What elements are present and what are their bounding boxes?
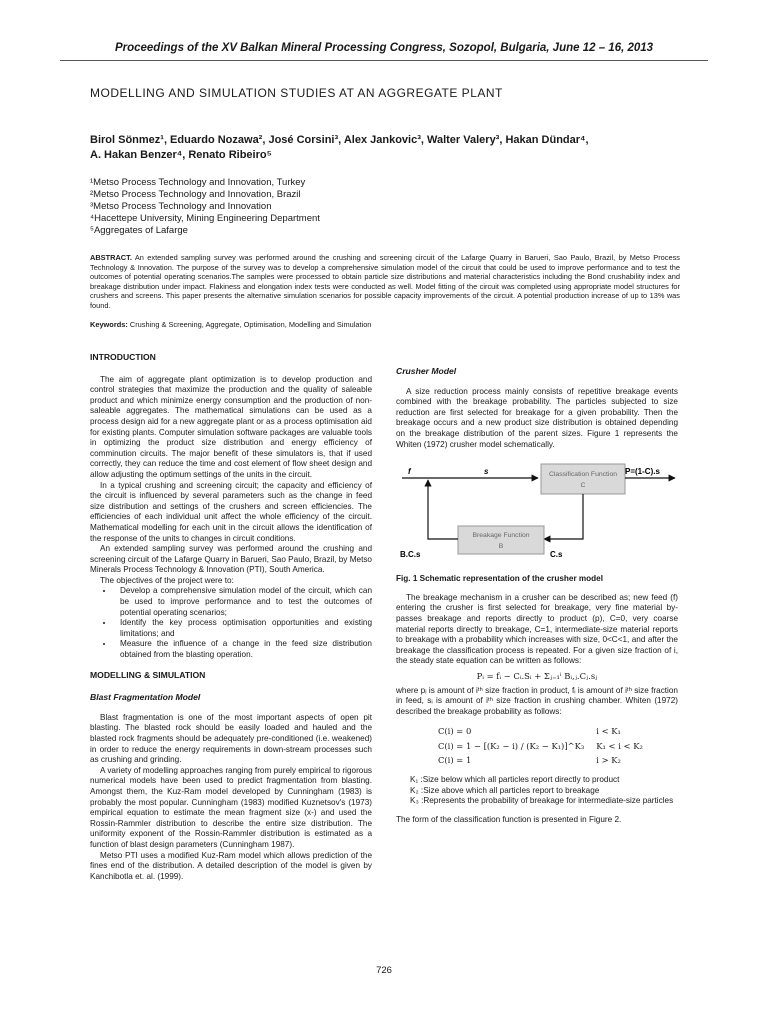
classification-label: Classification Function — [549, 471, 617, 479]
affiliation-list — [90, 177, 680, 237]
abstract-label: ABSTRACT. — [90, 253, 132, 262]
equation-row — [438, 754, 653, 767]
abstract-text: An extended sampling survey was performed around the crushing and screening circuit of the Lafarge Quarry in Barueri, Sao Paulo, Brazil, by Metso Process Technology & Innovation. The purpose of the survey was to develop a comprehensive simulation model of the circuit that could be used to improve performance and to test the outcomes of potential operating scenarios.The samples were processed to obtain particle size distributions and material characteristics including the Bond crushability index and breakage distribution under impact. Flakiness and elongation index tests were conducted as well. Model fitting of the circuit was completed using appropriate model structures for crushers and screens. This paper presents the alternative simulation scenarios for possible capacity improvements of the circuit. A potential production increase of up to 13% was found. — [90, 253, 680, 310]
paragraph: The objectives of the project were to: — [100, 575, 234, 585]
affiliation: ¹Metso Process Technology and Innovation, Turkey — [90, 177, 306, 188]
section-heading-introduction: INTRODUCTION — [90, 352, 156, 362]
list-item: • Measure the influence of a change in the feed size distribution obtained from the blasting operation. — [114, 639, 372, 660]
equation-condition: i < K₁ — [596, 726, 621, 737]
equation-row — [438, 740, 653, 753]
parameter-definition: K₃ :Represents the probability of breakage for intermediate-size particles — [410, 796, 674, 806]
paragraph: The form of the classification function is presented in Figure 2. — [396, 814, 622, 824]
classification-symbol: C — [580, 482, 586, 490]
paragraph: where pᵢ is amount of iᵗʰ size fraction in product, fᵢ is amount of iᵗʰ size fraction in feed, sᵢ is amount of iᵗʰ size fraction in crushing chamber. Whiten (1972) described the breakage probability as follows: — [396, 685, 678, 716]
label-cs: C.s — [550, 550, 563, 560]
affiliation: ⁴Hacettepe University, Mining Engineering Department — [90, 213, 320, 224]
breakage-probability-equations — [436, 723, 655, 769]
equation-lhs: C(i) = 1 — [438, 755, 472, 766]
paragraph: The aim of aggregate plant optimization is to develop production and control strategies that maximize the production and the quality of saleable product and which minimize energy consumption and the production of non-saleable aggregates. The mathematical simulations can be used as a process design aid for a new aggregate plant or as a process optimisation aid for existing plants. Computer simulation software packages are valuable tools in optimizing the product size distribution and energy efficiency of comminution circuits. The major benefit of these simulators is, that if used correctly, they can reduce the time and cost element of flow sheet design and allow adjusting the optimum settings of the units in the circuit. — [90, 374, 372, 479]
parameter-definitions — [410, 775, 678, 807]
right-column — [396, 366, 678, 825]
paragraph: The breakage mechanism in a crusher can be described as; new feed (f) entering the crusher is first selected for breakage, very fine material by-passes breakage and reports directly to product (p), C=0, very coarse material reports directly to breakage, C=1, intermediate-size material reports to breakage with a probability which increases with size, 0<C<1, and after the breakage the classification process is repeated. For a given size fraction of i, the steady state equation can be written as follows: — [396, 592, 678, 666]
paragraph: A size reduction process mainly consists of repetitive breakage events combined with the breakage probability. The particles subjected to size reduction are first selected for breakage for a given probability. Then the breakage occurs and a new product size distribution is obtained depending on the breakage distribution of the parent sizes. Figure 1 represents the Whiten (1972) crusher model schematically. — [396, 386, 678, 449]
paragraph: Blast fragmentation is one of the most important aspects of open pit blasting. The blasted rock should be easily loaded and hauled and the blasted rock fragments should be adequately pre-conditioned (i.e. weakened) in order to reduce the energy requirements in down-stream processes such as crushing and grinding. — [90, 712, 372, 765]
section-heading-modelling: MODELLING & SIMULATION — [90, 669, 206, 680]
equation-lhs: C(i) = 1 − [(K₂ − i) / (K₂ − K₁)]^K₃ — [438, 740, 585, 751]
label-bcs: B.C.s — [400, 550, 421, 560]
proceedings-header: Proceedings of the XV Balkan Mineral Processing Congress, Sozopol, Bulgaria, June 12 – 16, 2013 — [60, 42, 708, 61]
affiliation: ³Metso Process Technology and Innovation — [90, 201, 272, 212]
recycle-arrow — [428, 480, 458, 539]
figure-caption: Fig. 1 Schematic representation of the crusher model — [396, 574, 604, 584]
authors-line-2: A. Hakan Benzer⁴, Renato Ribeiro⁵ — [90, 149, 272, 161]
breakage-label: Breakage Function — [472, 532, 530, 540]
selected-arrow — [544, 494, 583, 539]
subsection-heading-crusher: Crusher Model — [396, 366, 457, 376]
parameter-definition: K₂ :Size above which all particles report to breakage — [410, 785, 600, 795]
keywords-label: Keywords: — [90, 320, 128, 329]
steady-state-equation: Pᵢ = fᵢ − Cᵢ.Sᵢ + Σⱼ₌₁ⁱ Bᵢ,ⱼ.Cⱼ.sⱼ — [476, 670, 598, 681]
parameter-definition: K₁ :Size below which all particles report directly to product — [410, 775, 620, 785]
paragraph: Metso PTI uses a modified Kuz-Ram model which allows prediction of the fines end of the distribution. A detailed description of the model is given by Kanchibotla et. al. (1999). — [90, 850, 372, 881]
keywords — [90, 320, 680, 329]
equation-row — [438, 725, 653, 738]
affiliation: ²Metso Process Technology and Innovation, Brazil — [90, 189, 301, 200]
classification-box — [541, 464, 625, 494]
left-column — [90, 352, 372, 882]
paper-title: MODELLING AND SIMULATION STUDIES AT AN AGGREGATE PLANT — [90, 86, 503, 100]
objectives-list — [114, 586, 372, 660]
list-item: • Identify the key process optimisation opportunities and existing limitations; and — [114, 618, 372, 639]
abstract — [90, 253, 680, 311]
equation-condition: i > K₂ — [596, 755, 621, 766]
label-f: f — [408, 467, 411, 477]
paragraph: An extended sampling survey was performed around the crushing and screening circuit of the Lafarge Quarry in Barueri, Sao Paulo, Brazil, by Metso Minerals Process Technology & Innovation (PTI), South America. — [90, 544, 372, 575]
equation-lhs: C(i) = 0 — [438, 726, 472, 737]
label-s: s — [484, 467, 489, 477]
author-list — [90, 133, 680, 163]
label-product: P=(1-C).s — [625, 467, 660, 477]
crusher-model-diagram — [396, 456, 678, 568]
page-number: 726 — [376, 965, 392, 976]
equation-condition: K₁ < i < K₂ — [596, 740, 643, 751]
list-item: • Develop a comprehensive simulation model of the circuit, which can be used to improve performance and to test the outcomes of potential operating scenarios; — [114, 586, 372, 618]
authors-line-1: Birol Sönmez¹, Eduardo Nozawa², José Corsini³, Alex Jankovic³, Walter Valery³, Hakan Dündar⁴, — [90, 134, 589, 146]
breakage-symbol: B — [498, 543, 504, 551]
paragraph: A variety of modelling approaches ranging from purely empirical to rigorous numerical models have been used to predict fragmentation from blasting. Amongst them, the Kuz-Ram model developed by Cunningham (1983) is probably the most popular. Cunningham (1983) modified Kuznetsov's (1973) empirical equation to estimate the mean fragment size (x-) and used the Rossin-Rammler distribution to describe the entire size distribution. The uniformity exponent of the Rossin-Rammler distribution is estimated as a function of blast design parameters (Cunningham 1987). — [90, 765, 372, 849]
affiliation: ⁵Aggregates of Lafarge — [90, 225, 188, 236]
keywords-text: Crushing & Screening, Aggregate, Optimisation, Modelling and Simulation — [129, 320, 372, 329]
paragraph: In a typical crushing and screening circuit; the capacity and efficiency of the circuit is influenced by several parameters such as the change in feed size distribution and settings of the crushers and screen efficiencies. The efficiencies of each individual unit affect the whole efficiency of the circuit. Mathematical modelling for each unit in the circuit allows the identification of the response of the units to changes in circuit conditions. — [90, 480, 372, 543]
subsection-heading-blast: Blast Fragmentation Model — [90, 692, 201, 703]
